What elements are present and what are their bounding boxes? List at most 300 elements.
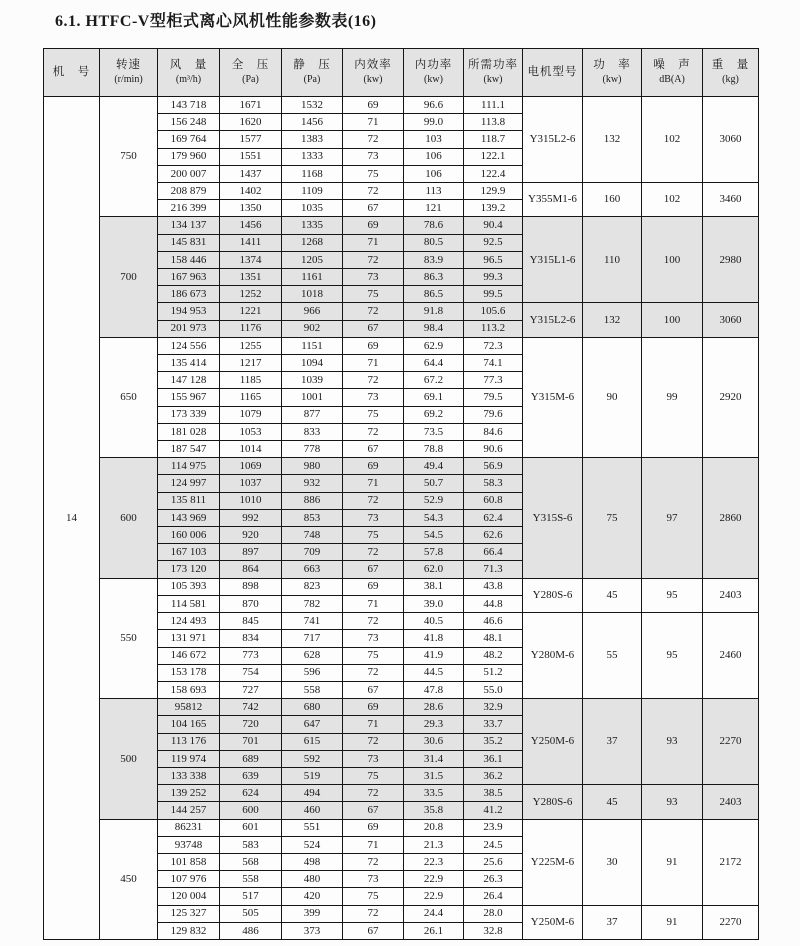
flow-cell: 143 969 bbox=[158, 509, 220, 526]
internal-power-cell: 28.6 bbox=[404, 699, 464, 716]
flow-cell: 147 128 bbox=[158, 372, 220, 389]
speed-cell: 700 bbox=[100, 217, 158, 337]
speed-cell: 550 bbox=[100, 578, 158, 698]
flow-cell: 95812 bbox=[158, 699, 220, 716]
required-power-cell: 129.9 bbox=[464, 183, 523, 200]
internal-power-cell: 22.3 bbox=[404, 853, 464, 870]
total-pressure-cell: 1185 bbox=[220, 372, 282, 389]
static-pressure-cell: 592 bbox=[282, 750, 343, 767]
table-row bbox=[44, 217, 759, 234]
efficiency-cell: 69 bbox=[343, 819, 404, 836]
noise-cell: 93 bbox=[642, 785, 703, 819]
static-pressure-cell: 778 bbox=[282, 441, 343, 458]
efficiency-cell: 72 bbox=[343, 905, 404, 922]
flow-cell: 124 556 bbox=[158, 337, 220, 354]
internal-power-cell: 91.8 bbox=[404, 303, 464, 320]
internal-power-cell: 31.4 bbox=[404, 750, 464, 767]
static-pressure-cell: 1151 bbox=[282, 337, 343, 354]
total-pressure-cell: 754 bbox=[220, 664, 282, 681]
required-power-cell: 79.6 bbox=[464, 406, 523, 423]
table-row bbox=[44, 819, 759, 836]
internal-power-cell: 50.7 bbox=[404, 475, 464, 492]
flow-cell: 158 693 bbox=[158, 681, 220, 698]
col-header-weight bbox=[703, 49, 759, 97]
internal-power-cell: 26.1 bbox=[404, 922, 464, 939]
header-unit: (kw) bbox=[424, 74, 443, 86]
static-pressure-cell: 480 bbox=[282, 871, 343, 888]
required-power-cell: 43.8 bbox=[464, 578, 523, 595]
efficiency-cell: 73 bbox=[343, 509, 404, 526]
table-row bbox=[44, 337, 759, 354]
total-pressure-cell: 1053 bbox=[220, 423, 282, 440]
efficiency-cell: 67 bbox=[343, 320, 404, 337]
efficiency-cell: 75 bbox=[343, 888, 404, 905]
total-pressure-cell: 1671 bbox=[220, 97, 282, 114]
efficiency-cell: 71 bbox=[343, 114, 404, 131]
efficiency-cell: 67 bbox=[343, 561, 404, 578]
total-pressure-cell: 568 bbox=[220, 853, 282, 870]
total-pressure-cell: 1620 bbox=[220, 114, 282, 131]
efficiency-cell: 72 bbox=[343, 251, 404, 268]
efficiency-cell: 72 bbox=[343, 423, 404, 440]
weight-cell: 2270 bbox=[703, 699, 759, 785]
static-pressure-cell: 494 bbox=[282, 785, 343, 802]
speed-cell: 450 bbox=[100, 819, 158, 939]
total-pressure-cell: 1014 bbox=[220, 441, 282, 458]
static-pressure-cell: 460 bbox=[282, 802, 343, 819]
flow-cell: 107 976 bbox=[158, 871, 220, 888]
table-row bbox=[44, 578, 759, 595]
required-power-cell: 38.5 bbox=[464, 785, 523, 802]
efficiency-cell: 71 bbox=[343, 716, 404, 733]
static-pressure-cell: 823 bbox=[282, 578, 343, 595]
motor-power-cell: 37 bbox=[583, 699, 642, 785]
required-power-cell: 79.5 bbox=[464, 389, 523, 406]
motor-power-cell: 132 bbox=[583, 303, 642, 337]
motor-model-cell: Y315L2-6 bbox=[523, 97, 583, 183]
col-header-flow bbox=[158, 49, 220, 97]
static-pressure-cell: 932 bbox=[282, 475, 343, 492]
static-pressure-cell: 1268 bbox=[282, 234, 343, 251]
static-pressure-cell: 1109 bbox=[282, 183, 343, 200]
total-pressure-cell: 920 bbox=[220, 527, 282, 544]
internal-power-cell: 86.5 bbox=[404, 286, 464, 303]
flow-cell: 134 137 bbox=[158, 217, 220, 234]
flow-cell: 135 811 bbox=[158, 492, 220, 509]
machine-no-cell: 14 bbox=[44, 97, 100, 940]
internal-power-cell: 24.4 bbox=[404, 905, 464, 922]
efficiency-cell: 73 bbox=[343, 389, 404, 406]
flow-cell: 208 879 bbox=[158, 183, 220, 200]
efficiency-cell: 71 bbox=[343, 355, 404, 372]
noise-cell: 95 bbox=[642, 578, 703, 612]
internal-power-cell: 78.8 bbox=[404, 441, 464, 458]
total-pressure-cell: 720 bbox=[220, 716, 282, 733]
flow-cell: 160 006 bbox=[158, 527, 220, 544]
total-pressure-cell: 517 bbox=[220, 888, 282, 905]
internal-power-cell: 52.9 bbox=[404, 492, 464, 509]
required-power-cell: 36.1 bbox=[464, 750, 523, 767]
static-pressure-cell: 886 bbox=[282, 492, 343, 509]
efficiency-cell: 67 bbox=[343, 922, 404, 939]
required-power-cell: 26.3 bbox=[464, 871, 523, 888]
static-pressure-cell: 741 bbox=[282, 613, 343, 630]
static-pressure-cell: 748 bbox=[282, 527, 343, 544]
efficiency-cell: 75 bbox=[343, 165, 404, 182]
internal-power-cell: 35.8 bbox=[404, 802, 464, 819]
internal-power-cell: 64.4 bbox=[404, 355, 464, 372]
required-power-cell: 44.8 bbox=[464, 595, 523, 612]
internal-power-cell: 41.8 bbox=[404, 630, 464, 647]
weight-cell: 2172 bbox=[703, 819, 759, 905]
static-pressure-cell: 966 bbox=[282, 303, 343, 320]
efficiency-cell: 72 bbox=[343, 613, 404, 630]
flow-cell: 201 973 bbox=[158, 320, 220, 337]
efficiency-cell: 67 bbox=[343, 802, 404, 819]
required-power-cell: 24.5 bbox=[464, 836, 523, 853]
weight-cell: 3460 bbox=[703, 183, 759, 217]
static-pressure-cell: 853 bbox=[282, 509, 343, 526]
flow-cell: 187 547 bbox=[158, 441, 220, 458]
internal-power-cell: 57.8 bbox=[404, 544, 464, 561]
speed-cell: 600 bbox=[100, 458, 158, 578]
required-power-cell: 118.7 bbox=[464, 131, 523, 148]
header-label: 静 压 bbox=[293, 59, 331, 72]
col-header-speed bbox=[100, 49, 158, 97]
flow-cell: 105 393 bbox=[158, 578, 220, 595]
noise-cell: 91 bbox=[642, 905, 703, 939]
flow-cell: 104 165 bbox=[158, 716, 220, 733]
efficiency-cell: 75 bbox=[343, 647, 404, 664]
flow-cell: 200 007 bbox=[158, 165, 220, 182]
internal-power-cell: 106 bbox=[404, 148, 464, 165]
required-power-cell: 111.1 bbox=[464, 97, 523, 114]
internal-power-cell: 40.5 bbox=[404, 613, 464, 630]
efficiency-cell: 71 bbox=[343, 836, 404, 853]
required-power-cell: 26.4 bbox=[464, 888, 523, 905]
efficiency-cell: 72 bbox=[343, 492, 404, 509]
flow-cell: 135 414 bbox=[158, 355, 220, 372]
flow-cell: 101 858 bbox=[158, 853, 220, 870]
static-pressure-cell: 717 bbox=[282, 630, 343, 647]
internal-power-cell: 21.3 bbox=[404, 836, 464, 853]
static-pressure-cell: 782 bbox=[282, 595, 343, 612]
static-pressure-cell: 551 bbox=[282, 819, 343, 836]
required-power-cell: 32.8 bbox=[464, 922, 523, 939]
required-power-cell: 72.3 bbox=[464, 337, 523, 354]
internal-power-cell: 22.9 bbox=[404, 871, 464, 888]
total-pressure-cell: 897 bbox=[220, 544, 282, 561]
weight-cell: 3060 bbox=[703, 97, 759, 183]
static-pressure-cell: 399 bbox=[282, 905, 343, 922]
flow-cell: 173 339 bbox=[158, 406, 220, 423]
static-pressure-cell: 1205 bbox=[282, 251, 343, 268]
motor-model-cell: Y280M-6 bbox=[523, 613, 583, 699]
weight-cell: 2860 bbox=[703, 458, 759, 578]
static-pressure-cell: 1161 bbox=[282, 269, 343, 286]
header-label: 噪 声 bbox=[653, 59, 691, 72]
speed-cell: 750 bbox=[100, 97, 158, 217]
speed-cell: 500 bbox=[100, 699, 158, 819]
internal-power-cell: 62.9 bbox=[404, 337, 464, 354]
efficiency-cell: 72 bbox=[343, 664, 404, 681]
flow-cell: 167 103 bbox=[158, 544, 220, 561]
header-unit: dB(A) bbox=[659, 74, 685, 86]
internal-power-cell: 86.3 bbox=[404, 269, 464, 286]
required-power-cell: 66.4 bbox=[464, 544, 523, 561]
table-row bbox=[44, 97, 759, 114]
internal-power-cell: 99.0 bbox=[404, 114, 464, 131]
flow-cell: 167 963 bbox=[158, 269, 220, 286]
efficiency-cell: 72 bbox=[343, 372, 404, 389]
internal-power-cell: 121 bbox=[404, 200, 464, 217]
flow-cell: 216 399 bbox=[158, 200, 220, 217]
static-pressure-cell: 1532 bbox=[282, 97, 343, 114]
speed-cell: 650 bbox=[100, 337, 158, 457]
static-pressure-cell: 833 bbox=[282, 423, 343, 440]
col-header-noise bbox=[642, 49, 703, 97]
required-power-cell: 55.0 bbox=[464, 681, 523, 698]
required-power-cell: 122.4 bbox=[464, 165, 523, 182]
internal-power-cell: 31.5 bbox=[404, 767, 464, 784]
total-pressure-cell: 992 bbox=[220, 509, 282, 526]
total-pressure-cell: 639 bbox=[220, 767, 282, 784]
required-power-cell: 90.4 bbox=[464, 217, 523, 234]
total-pressure-cell: 689 bbox=[220, 750, 282, 767]
efficiency-cell: 73 bbox=[343, 148, 404, 165]
static-pressure-cell: 1335 bbox=[282, 217, 343, 234]
noise-cell: 100 bbox=[642, 303, 703, 337]
total-pressure-cell: 1577 bbox=[220, 131, 282, 148]
header-label: 功 率 bbox=[593, 59, 631, 72]
flow-cell: 144 257 bbox=[158, 802, 220, 819]
efficiency-cell: 73 bbox=[343, 630, 404, 647]
static-pressure-cell: 1383 bbox=[282, 131, 343, 148]
static-pressure-cell: 902 bbox=[282, 320, 343, 337]
efficiency-cell: 72 bbox=[343, 853, 404, 870]
motor-model-cell: Y315L2-6 bbox=[523, 303, 583, 337]
required-power-cell: 48.1 bbox=[464, 630, 523, 647]
flow-cell: 131 971 bbox=[158, 630, 220, 647]
total-pressure-cell: 845 bbox=[220, 613, 282, 630]
required-power-cell: 23.9 bbox=[464, 819, 523, 836]
flow-cell: 146 672 bbox=[158, 647, 220, 664]
internal-power-cell: 41.9 bbox=[404, 647, 464, 664]
total-pressure-cell: 1221 bbox=[220, 303, 282, 320]
flow-cell: 124 493 bbox=[158, 613, 220, 630]
static-pressure-cell: 680 bbox=[282, 699, 343, 716]
flow-cell: 194 953 bbox=[158, 303, 220, 320]
total-pressure-cell: 898 bbox=[220, 578, 282, 595]
static-pressure-cell: 498 bbox=[282, 853, 343, 870]
internal-power-cell: 44.5 bbox=[404, 664, 464, 681]
motor-power-cell: 90 bbox=[583, 337, 642, 457]
internal-power-cell: 106 bbox=[404, 165, 464, 182]
efficiency-cell: 75 bbox=[343, 406, 404, 423]
static-pressure-cell: 628 bbox=[282, 647, 343, 664]
efficiency-cell: 69 bbox=[343, 458, 404, 475]
internal-power-cell: 20.8 bbox=[404, 819, 464, 836]
flow-cell: 86231 bbox=[158, 819, 220, 836]
weight-cell: 2920 bbox=[703, 337, 759, 457]
total-pressure-cell: 727 bbox=[220, 681, 282, 698]
internal-power-cell: 62.0 bbox=[404, 561, 464, 578]
motor-model-cell: Y225M-6 bbox=[523, 819, 583, 905]
flow-cell: 169 764 bbox=[158, 131, 220, 148]
internal-power-cell: 22.9 bbox=[404, 888, 464, 905]
col-header-machine-no bbox=[44, 49, 100, 97]
header-unit: (kw) bbox=[483, 74, 503, 86]
required-power-cell: 105.6 bbox=[464, 303, 523, 320]
total-pressure-cell: 486 bbox=[220, 922, 282, 939]
total-pressure-cell: 1217 bbox=[220, 355, 282, 372]
flow-cell: 181 028 bbox=[158, 423, 220, 440]
static-pressure-cell: 663 bbox=[282, 561, 343, 578]
table-row bbox=[44, 699, 759, 716]
required-power-cell: 56.9 bbox=[464, 458, 523, 475]
required-power-cell: 92.5 bbox=[464, 234, 523, 251]
col-header-required-power bbox=[464, 49, 523, 97]
static-pressure-cell: 1333 bbox=[282, 148, 343, 165]
internal-power-cell: 73.5 bbox=[404, 423, 464, 440]
motor-model-cell: Y250M-6 bbox=[523, 699, 583, 785]
header-unit: (m³/h) bbox=[175, 74, 202, 86]
internal-power-cell: 83.9 bbox=[404, 251, 464, 268]
header-row bbox=[44, 49, 759, 97]
total-pressure-cell: 773 bbox=[220, 647, 282, 664]
header-unit: (kg) bbox=[722, 74, 739, 86]
header-unit: (r/min) bbox=[114, 74, 143, 86]
static-pressure-cell: 373 bbox=[282, 922, 343, 939]
static-pressure-cell: 877 bbox=[282, 406, 343, 423]
internal-power-cell: 47.8 bbox=[404, 681, 464, 698]
internal-power-cell: 54.3 bbox=[404, 509, 464, 526]
page-title: 6.1. HTFC-V型柜式离心风机性能参数表(16) bbox=[55, 13, 377, 30]
total-pressure-cell: 742 bbox=[220, 699, 282, 716]
flow-cell: 155 967 bbox=[158, 389, 220, 406]
efficiency-cell: 75 bbox=[343, 767, 404, 784]
efficiency-cell: 72 bbox=[343, 544, 404, 561]
motor-power-cell: 30 bbox=[583, 819, 642, 905]
static-pressure-cell: 1094 bbox=[282, 355, 343, 372]
motor-power-cell: 75 bbox=[583, 458, 642, 578]
noise-cell: 102 bbox=[642, 183, 703, 217]
header-label: 所需功率 bbox=[468, 59, 518, 72]
total-pressure-cell: 624 bbox=[220, 785, 282, 802]
total-pressure-cell: 1069 bbox=[220, 458, 282, 475]
total-pressure-cell: 1411 bbox=[220, 234, 282, 251]
required-power-cell: 139.2 bbox=[464, 200, 523, 217]
efficiency-cell: 73 bbox=[343, 750, 404, 767]
col-header-motor-model bbox=[523, 49, 583, 97]
total-pressure-cell: 1010 bbox=[220, 492, 282, 509]
total-pressure-cell: 1402 bbox=[220, 183, 282, 200]
motor-power-cell: 160 bbox=[583, 183, 642, 217]
noise-cell: 95 bbox=[642, 613, 703, 699]
efficiency-cell: 67 bbox=[343, 681, 404, 698]
static-pressure-cell: 1018 bbox=[282, 286, 343, 303]
total-pressure-cell: 1079 bbox=[220, 406, 282, 423]
required-power-cell: 96.5 bbox=[464, 251, 523, 268]
static-pressure-cell: 1035 bbox=[282, 200, 343, 217]
internal-power-cell: 98.4 bbox=[404, 320, 464, 337]
static-pressure-cell: 519 bbox=[282, 767, 343, 784]
flow-cell: 125 327 bbox=[158, 905, 220, 922]
motor-power-cell: 45 bbox=[583, 785, 642, 819]
motor-model-cell: Y315S-6 bbox=[523, 458, 583, 578]
required-power-cell: 60.8 bbox=[464, 492, 523, 509]
total-pressure-cell: 583 bbox=[220, 836, 282, 853]
table-row bbox=[44, 458, 759, 475]
motor-model-cell: Y250M-6 bbox=[523, 905, 583, 939]
flow-cell: 119 974 bbox=[158, 750, 220, 767]
internal-power-cell: 49.4 bbox=[404, 458, 464, 475]
header-label: 机 号 bbox=[52, 65, 91, 78]
col-header-total-pressure bbox=[220, 49, 282, 97]
col-header-motor-power bbox=[583, 49, 642, 97]
col-header-internal-power bbox=[404, 49, 464, 97]
required-power-cell: 33.7 bbox=[464, 716, 523, 733]
flow-cell: 153 178 bbox=[158, 664, 220, 681]
static-pressure-cell: 558 bbox=[282, 681, 343, 698]
noise-cell: 93 bbox=[642, 699, 703, 785]
header-label: 风 量 bbox=[169, 59, 208, 72]
static-pressure-cell: 1039 bbox=[282, 372, 343, 389]
total-pressure-cell: 1255 bbox=[220, 337, 282, 354]
internal-power-cell: 96.6 bbox=[404, 97, 464, 114]
header-label: 重 量 bbox=[711, 59, 750, 72]
noise-cell: 99 bbox=[642, 337, 703, 457]
total-pressure-cell: 1437 bbox=[220, 165, 282, 182]
static-pressure-cell: 524 bbox=[282, 836, 343, 853]
total-pressure-cell: 600 bbox=[220, 802, 282, 819]
total-pressure-cell: 601 bbox=[220, 819, 282, 836]
efficiency-cell: 69 bbox=[343, 699, 404, 716]
efficiency-cell: 69 bbox=[343, 578, 404, 595]
total-pressure-cell: 1374 bbox=[220, 251, 282, 268]
motor-power-cell: 55 bbox=[583, 613, 642, 699]
total-pressure-cell: 1037 bbox=[220, 475, 282, 492]
static-pressure-cell: 420 bbox=[282, 888, 343, 905]
motor-power-cell: 45 bbox=[583, 578, 642, 612]
efficiency-cell: 72 bbox=[343, 733, 404, 750]
flow-cell: 113 176 bbox=[158, 733, 220, 750]
required-power-cell: 99.5 bbox=[464, 286, 523, 303]
total-pressure-cell: 1350 bbox=[220, 200, 282, 217]
header-label: 电机型号 bbox=[527, 65, 578, 78]
weight-cell: 2460 bbox=[703, 613, 759, 699]
required-power-cell: 48.2 bbox=[464, 647, 523, 664]
static-pressure-cell: 647 bbox=[282, 716, 343, 733]
internal-power-cell: 103 bbox=[404, 131, 464, 148]
required-power-cell: 28.0 bbox=[464, 905, 523, 922]
flow-cell: 124 997 bbox=[158, 475, 220, 492]
weight-cell: 2403 bbox=[703, 785, 759, 819]
total-pressure-cell: 1551 bbox=[220, 148, 282, 165]
weight-cell: 3060 bbox=[703, 303, 759, 337]
total-pressure-cell: 1165 bbox=[220, 389, 282, 406]
weight-cell: 2270 bbox=[703, 905, 759, 939]
efficiency-cell: 73 bbox=[343, 269, 404, 286]
efficiency-cell: 72 bbox=[343, 183, 404, 200]
header-label: 内功率 bbox=[414, 59, 453, 72]
motor-power-cell: 110 bbox=[583, 217, 642, 303]
required-power-cell: 41.2 bbox=[464, 802, 523, 819]
internal-power-cell: 33.5 bbox=[404, 785, 464, 802]
noise-cell: 100 bbox=[642, 217, 703, 303]
static-pressure-cell: 709 bbox=[282, 544, 343, 561]
weight-cell: 2403 bbox=[703, 578, 759, 612]
